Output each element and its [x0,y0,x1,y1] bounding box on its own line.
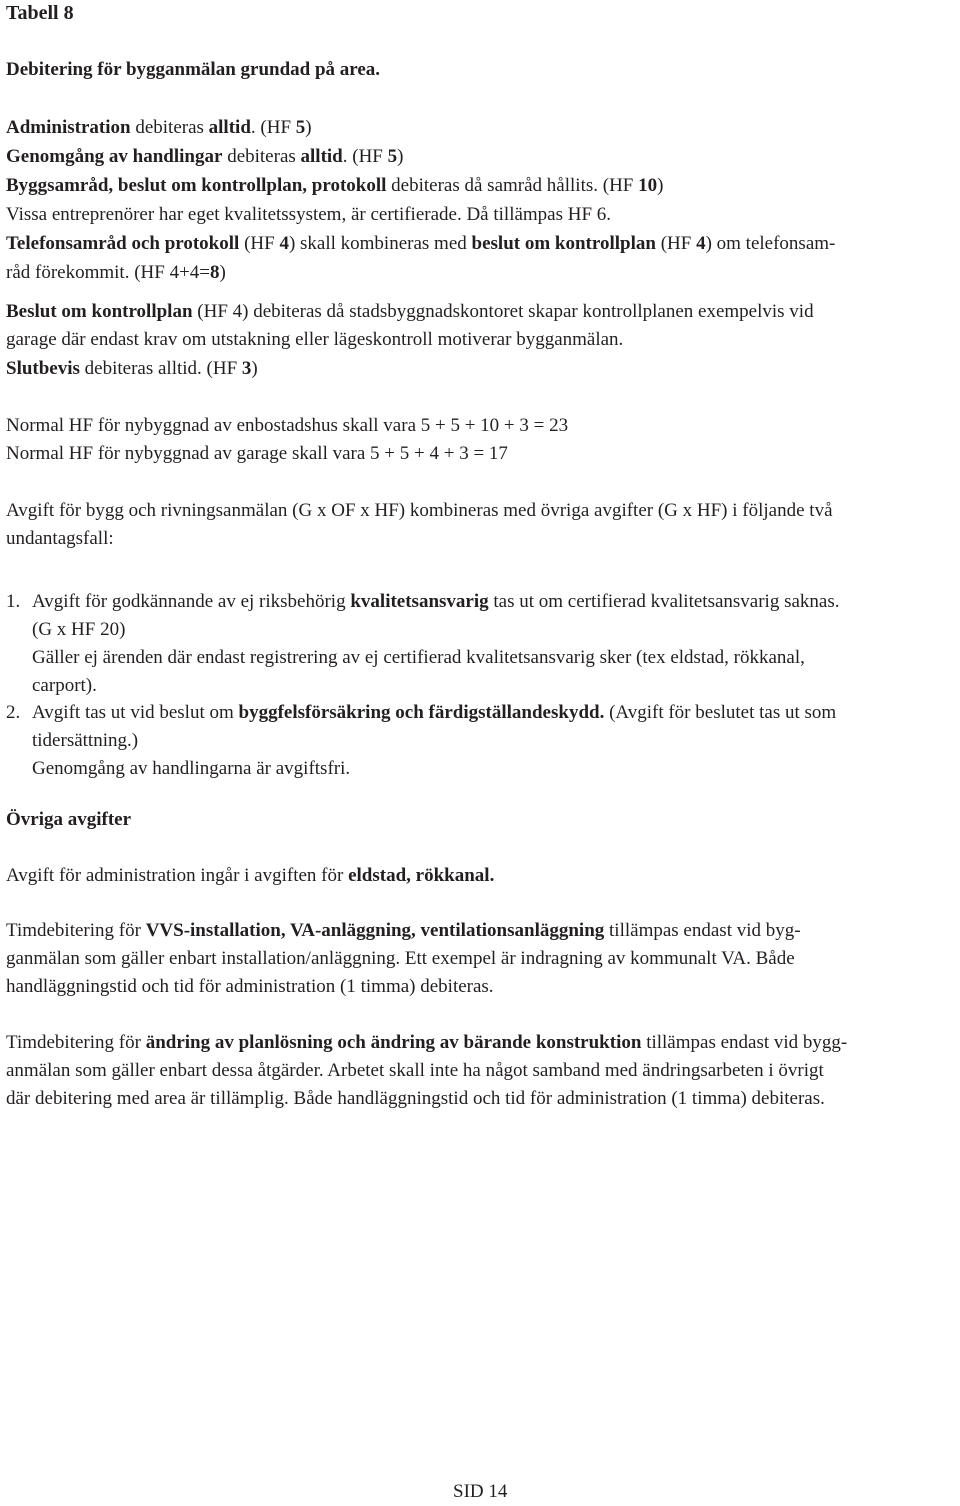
list-item-2-line3: Genomgång av handlingarna är avgiftsfri. [32,758,351,779]
list-item-1-line3: Gäller ej ärenden där endast registrering av ej certifierad kvalitetsansvarig sker (tex eldstad, rökkanal, [32,647,805,668]
list-number: 1. [6,591,21,612]
list-number: 2. [6,702,21,723]
line-slutbevis: Slutbevis debiteras alltid. (HF 3) [6,358,258,379]
ovriga-avgifter-heading: Övriga avgifter [6,809,132,830]
line-byggsamrad: Byggsamråd, beslut om kontrollplan, protokoll debiteras då samråd hållits. (HF 10) [6,175,664,196]
line-genomgang: Genomgång av handlingar debiteras alltid. (HF 5) [6,146,404,167]
normal-hf-enbostadshus: Normal HF för nybyggnad av enbostadshus skall vara 5 + 5 + 10 + 3 = 23 [6,415,569,436]
vvs-paragraph-line3: handläggningstid och tid för administration (1 timma) debiteras. [6,976,494,997]
plan-paragraph-line1: Timdebitering för ändring av planlösning och ändring av bärande konstruktion tillämpas endast vid bygg- [6,1032,848,1053]
list-item-1-line2: (G x HF 20) [32,619,126,640]
list-item-1-line4: carport). [32,675,97,696]
vvs-paragraph-line2: ganmälan som gäller enbart installation/anläggning. Ett exempel är indragning av kommunalt VA. Både [6,948,795,969]
line-telefonsamrad: Telefonsamråd och protokoll (HF 4) skall kombineras med beslut om kontrollplan (HF 4) om telefonsam- [6,233,836,254]
plan-paragraph-line2: anmälan som gäller enbart dessa åtgärder. Arbetet skall inte ha något samband med ändringsarbeten i övrigt [6,1060,824,1081]
table-title: Tabell 8 [6,2,74,24]
avgift-intro-cont: undantagsfall: [6,528,114,549]
list-item-2-line2: tidersättning.) [32,730,139,751]
line-telefonsamrad-cont: råd förekommit. (HF 4+4=8) [6,262,226,283]
line-entreprenorer: Vissa entreprenörer har eget kvalitetssystem, är certifierade. Då tillämpas HF 6. [6,204,612,225]
line-beslut-kontrollplan: Beslut om kontrollplan (HF 4) debiteras då stadsbyggnadskontoret skapar kontrollplanen exempelvis vid [6,301,814,322]
list-item-1-line1: Avgift för godkännande av ej riksbehörig kvalitetsansvarig tas ut om certifierad kvalitetsansvarig saknas. [32,591,840,612]
line-administration: Administration debiteras alltid. (HF 5) [6,117,312,138]
avgift-intro: Avgift för bygg och rivningsanmälan (G x OF x HF) kombineras med övriga avgifter (G x HF) i följande två [6,500,833,521]
page-number: SID 14 [453,1481,508,1502]
admin-paragraph: Avgift för administration ingår i avgiften för eldstad, rökkanal. [6,865,495,886]
vvs-paragraph-line1: Timdebitering för VVS-installation, VA-anläggning, ventilationsanläggning tillämpas endast vid byg- [6,920,801,941]
list-item-2-line1: Avgift tas ut vid beslut om byggfelsförsäkring och färdigställandeskydd. (Avgift för beslutet tas ut som [32,702,837,723]
section-heading: Debitering för bygganmälan grundad på area. [6,59,381,80]
plan-paragraph-line3: där debitering med area är tillämplig. Både handläggningstid och tid för administration (1 timma) debiteras. [6,1088,825,1109]
normal-hf-garage: Normal HF för nybyggnad av garage skall vara 5 + 5 + 4 + 3 = 17 [6,443,508,464]
line-garage: garage där endast krav om utstakning eller lägeskontroll motiverar bygganmälan. [6,329,624,350]
